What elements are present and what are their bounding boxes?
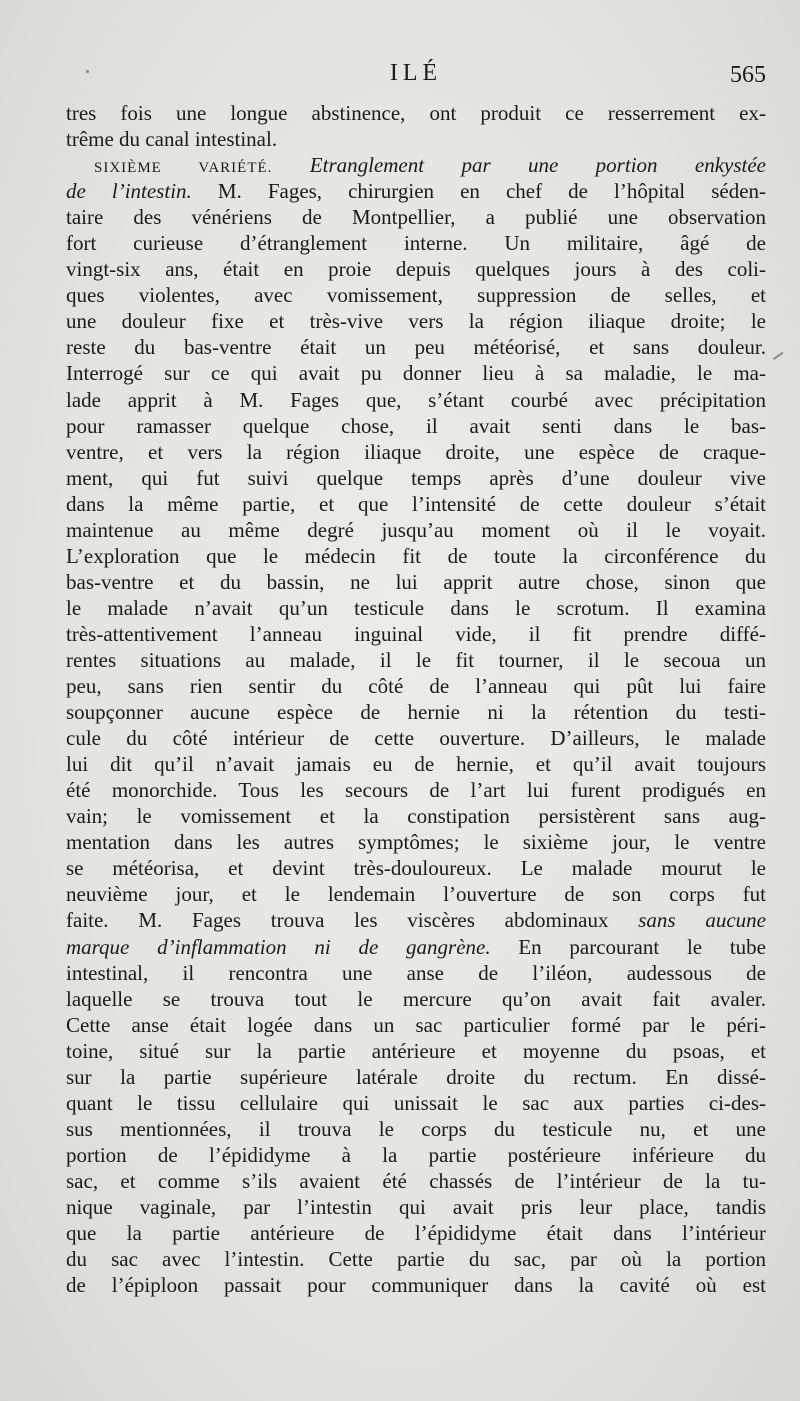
text-line: rentes situations au malade, il le fit tourner, il le secoua un [66, 647, 766, 672]
page-header [66, 56, 766, 92]
italic-run: marque d’inflammation ni de gangrène. [66, 934, 491, 959]
text-line: que la partie antérieure de l’épididyme était dans l’intérieur [66, 1221, 766, 1246]
text-line: dans la même partie, et que l’intensité de cette douleur s’était [66, 491, 766, 516]
text-line: le malade n’avait qu’un testicule dans le scrotum. Il examina [66, 595, 766, 620]
section-title-continued: de l’intestin. [66, 179, 192, 204]
paragraph-lines [66, 960, 766, 1299]
text-line: vain; le vomissement et la constipation persistèrent sans aug- [66, 804, 766, 829]
paragraph-lines [66, 204, 766, 907]
text-line: se météorisa, et devint très-douloureux. Le malade mourut le [66, 856, 766, 881]
text-run: En parcourant le tube [518, 934, 766, 959]
section-title: Etranglement par une portion enkystée [309, 153, 766, 178]
text-line: maintenue au même degré jusqu’au moment où il le voyait. [66, 517, 766, 542]
text-line: mentation dans les autres symptômes; le sixième jour, le ventre [66, 830, 766, 855]
text-line: taire des vénériens de Montpellier, a publié une observation [66, 205, 766, 230]
text-line: neuvième jour, et le lendemain l’ouverture de son corps fut [66, 882, 766, 907]
scan-speck [773, 352, 784, 360]
text-line: de l’épiploon passait pour communiquer dans la cavité où est [66, 1273, 766, 1298]
text-line: peu, sans rien sentir du côté de l’anneau qui pût lui faire [66, 674, 766, 699]
text-line: sus mentionnées, il trouva le corps du testicule nu, et une [66, 1116, 766, 1141]
text-line: quant le tissu cellulaire qui unissait le sac aux parties ci-des- [66, 1090, 766, 1115]
text-line: bas-ventre et du bassin, ne lui apprit autre chose, sinon que [66, 569, 766, 594]
text-line: vingt-six ans, était en proie depuis quelques jours à des coli- [66, 257, 766, 282]
text-line: ment, qui fut suivi quelque temps après d’une douleur vive [66, 465, 766, 490]
section-heading-line [66, 152, 766, 178]
text-line: cule du côté intérieur de cette ouverture. D’ailleurs, le malade [66, 726, 766, 751]
text-line: toine, situé sur la partie antérieure et moyenne du psoas, et [66, 1038, 766, 1063]
text-line: reste du bas-ventre était un peu météorisé, et sans douleur. [66, 335, 766, 360]
italic-run: sans aucune [638, 908, 766, 933]
text-line: nique vaginale, par l’intestin qui avait pris leur place, tandis [66, 1194, 766, 1219]
text-line: portion de l’épididyme à la partie postérieure inférieure du [66, 1142, 766, 1167]
running-head: ILÉ [389, 60, 443, 86]
text-line: Cette anse était logée dans un sac particulier formé par le péri- [66, 1012, 766, 1037]
text-line: très-attentivement l’anneau inguinal vide, il fit prendre diffé- [66, 621, 766, 646]
text-line: fort curieuse d’étranglement interne. Un militaire, âgé de [66, 231, 766, 256]
text-line: du sac avec l’intestin. Cette partie du sac, par où la portion [66, 1247, 766, 1272]
text-line: lade apprit à M. Fages que, s’étant courbé avec précipitation [66, 387, 766, 412]
text-line: Interrogé sur ce qui avait pu donner lieu à sa maladie, le ma- [66, 361, 766, 386]
text-line: une douleur fixe et très-vive vers la région iliaque droite; le [66, 309, 766, 334]
text-line: lui dit qu’il n’avait jamais eu de hernie, et qu’il avait toujours [66, 752, 766, 777]
text-line: ventre, et vers la région iliaque droite, une espèce de craque- [66, 439, 766, 464]
scan-speck [86, 70, 89, 73]
text-run: faite. M. Fages trouva les viscères abdominaux [66, 908, 609, 933]
text-line: pour ramasser quelque chose, il avait senti dans le bas- [66, 413, 766, 438]
text-line [66, 907, 766, 933]
text-line: L’exploration que le médecin fit de toute la circonférence du [66, 543, 766, 568]
text-line: laquelle se trouva tout le mercure qu’on avait fait avaler. [66, 986, 766, 1011]
text-line: soupçonner aucune espèce de hernie ni la rétention du testi- [66, 700, 766, 725]
text-line: sac, et comme s’ils avaient été chassés de l’intérieur de la tu- [66, 1168, 766, 1193]
text-line: ques violentes, avec vomissement, suppression de selles, et [66, 283, 766, 308]
text-run: M. Fages, chirurgien en chef de l’hôpital séden- [217, 179, 766, 204]
text-line: été monorchide. Tous les secours de l’art lui furent prodigués en [66, 778, 766, 803]
body-text [66, 100, 766, 1298]
text-line [66, 178, 766, 204]
section-label: SIXIÈME VARIÉTÉ. [94, 160, 273, 177]
text-line [66, 934, 766, 960]
text-line: tres fois une longue abstinence, ont produit ce resserrement ex- [66, 101, 766, 125]
page-number: 565 [730, 62, 766, 88]
text-line: trême du canal intestinal. [66, 127, 278, 152]
text-line: intestinal, il rencontra une anse de l’iléon, audessous de [66, 960, 766, 985]
text-line: sur la partie supérieure latérale droite du rectum. En dissé- [66, 1064, 766, 1089]
